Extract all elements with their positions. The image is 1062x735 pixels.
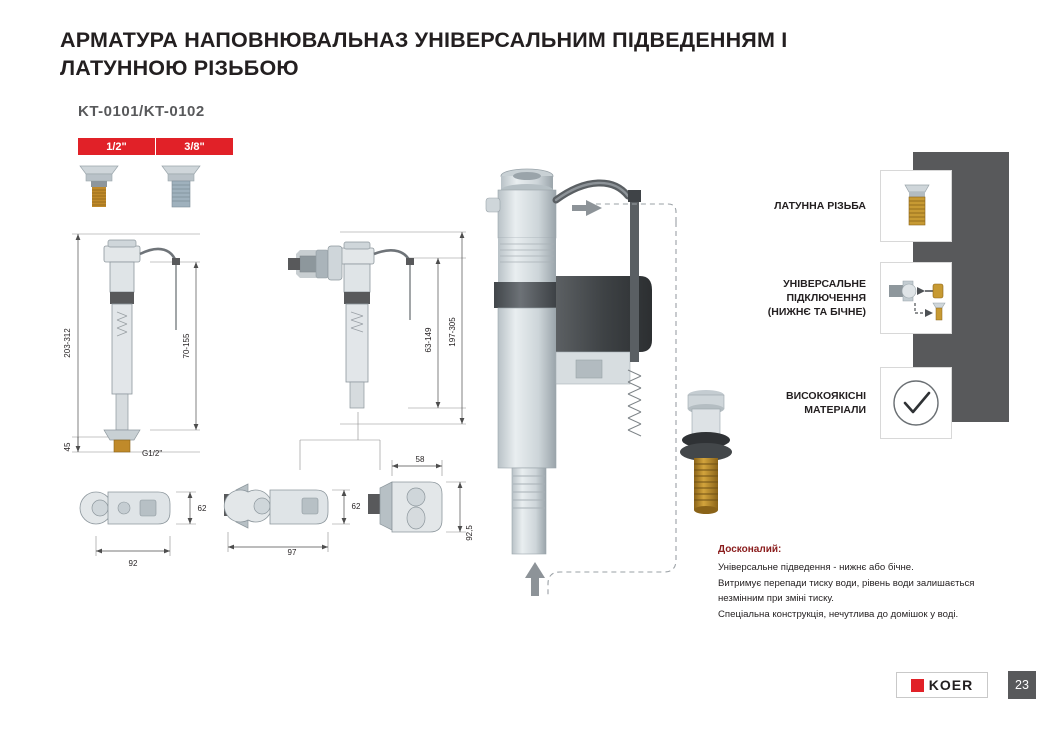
dim-left-total: 203-312 <box>63 328 72 358</box>
feature-card-universal-connection <box>880 262 952 334</box>
dim-plan1-width: 92 <box>128 559 138 568</box>
product-photo-brass-nut <box>680 390 732 514</box>
drawing-plan-view-3 <box>368 455 474 541</box>
description-title: Досконалий: <box>718 544 782 555</box>
page-number-badge: 23 <box>1008 671 1036 699</box>
description-block <box>718 542 1028 622</box>
dim-mid-total: 197-305 <box>448 317 457 347</box>
product-photo-main <box>486 169 652 596</box>
flow-arrow-left <box>572 200 602 216</box>
description-line-2: Витримує перепади тиску води, рівень води залишається <box>718 577 975 589</box>
thread-size-tabs <box>78 138 233 155</box>
dim-left-thread: G1/2" <box>142 449 163 458</box>
dim-mid-stem: 63-149 <box>424 327 433 353</box>
logo-square-icon <box>911 679 924 692</box>
description-line-3: незмінним при зміні тиску. <box>718 593 834 605</box>
dim-left-stem: 70-155 <box>182 333 191 359</box>
brand-logo <box>896 672 988 698</box>
model-code: KT-0101/KT-0102 <box>78 103 205 120</box>
feature-item-universal-connection <box>760 262 1010 334</box>
feature-item-quality-materials <box>760 367 1010 439</box>
thread-tab-half: 1/2" <box>78 138 156 155</box>
mini-fittings-illustration <box>74 160 244 222</box>
drawing-mid-elevation <box>288 232 466 470</box>
feature-card-brass-thread <box>880 170 952 242</box>
thread-tab-three-eighths: 3/8" <box>156 138 233 155</box>
callout-path-bottom <box>548 222 676 596</box>
page-title: АРМАТУРА НАПОВНЮВАЛЬНАЗ УНІВЕРСАЛЬНИМ ПІДВЕДЕННЯМ І ЛАТУННОЮ РІЗЬБОЮ <box>60 28 788 81</box>
dim-plan2-height: 62 <box>351 502 361 511</box>
feature-label-universal-connection: УНІВЕРСАЛЬНЕ ПІДКЛЮЧЕННЯ (НИЖНЄ ТА БІЧНЕ) <box>767 277 866 319</box>
description-line-1: Універсальне підведення - нижнє або бічне. <box>718 562 914 574</box>
feature-card-quality-materials <box>880 367 952 439</box>
description-line-4: Спеціальна конструкція, нечутлива до домішок у воді. <box>718 608 959 620</box>
feature-label-quality-materials: ВИСОКОЯКІСНІ МАТЕРІАЛИ <box>785 389 866 416</box>
dim-plan3-height: 92,5 <box>465 525 474 541</box>
check-circle-icon <box>881 368 951 438</box>
dim-plan2-width: 97 <box>287 548 297 557</box>
dim-plan3-width: 58 <box>415 455 425 464</box>
feature-label-brass-thread: ЛАТУННА РІЗЬБА <box>774 199 866 212</box>
feature-item-brass-thread <box>760 170 1010 242</box>
flow-arrow-up <box>525 562 545 596</box>
drawing-plan-view-1 <box>80 492 207 568</box>
dim-left-base: 45 <box>63 442 72 452</box>
dim-plan1-height: 62 <box>197 504 207 513</box>
feature-list <box>760 152 1010 452</box>
drawing-left-elevation <box>63 234 200 458</box>
brass-thread-icon <box>881 171 951 241</box>
drawing-plan-view-2 <box>224 484 361 557</box>
callout-path-top <box>596 204 676 222</box>
brand-name: KOER <box>928 677 974 693</box>
universal-connection-icon <box>881 263 951 333</box>
